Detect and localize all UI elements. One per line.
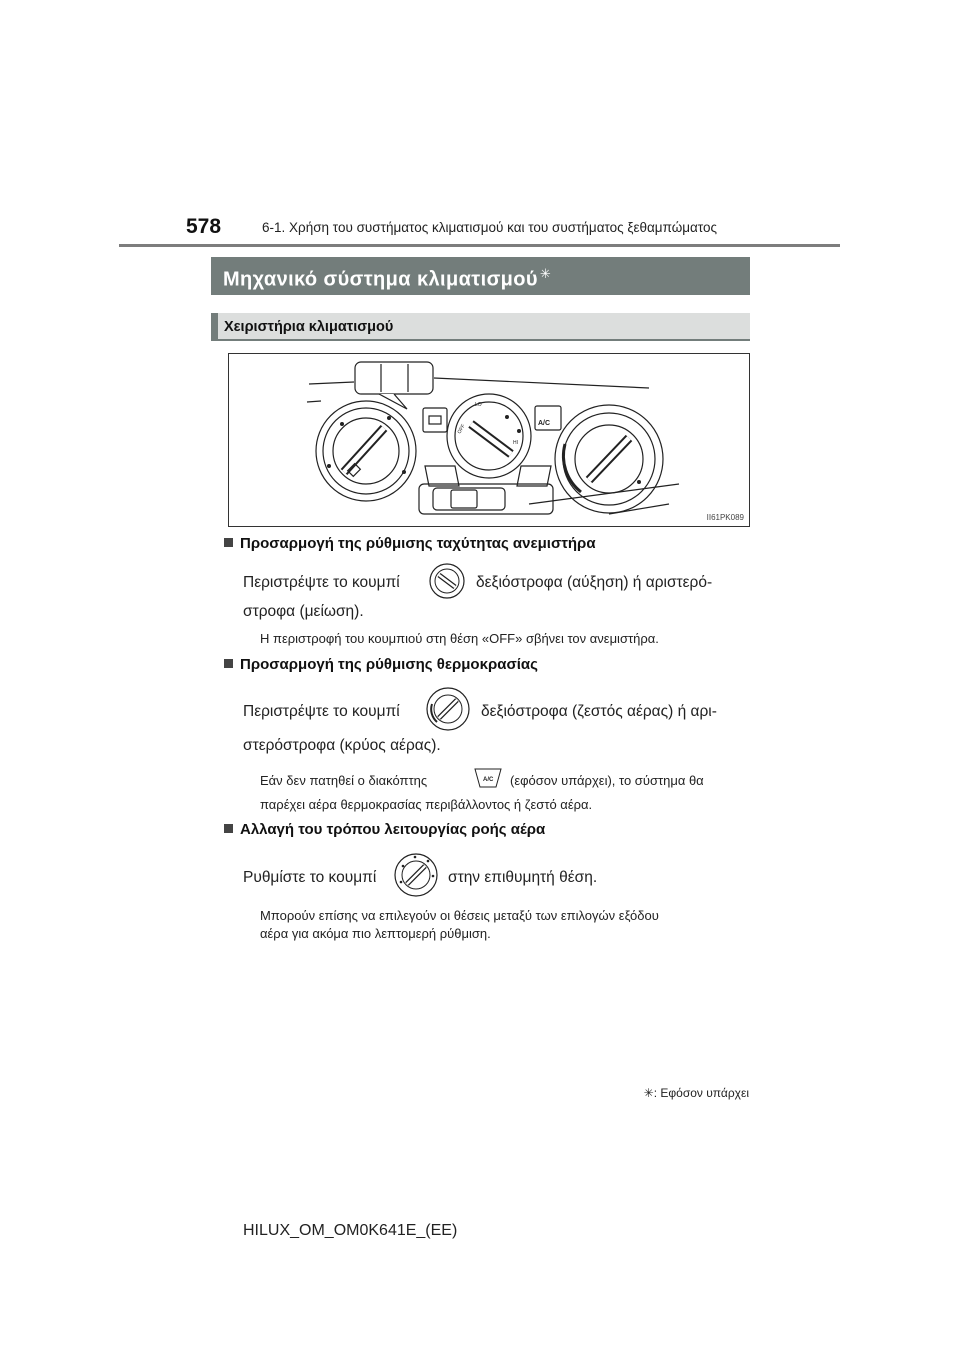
- fan-speed-heading: Προσαρμογή της ρύθμισης ταχύτητας ανεμιστήρα: [224, 535, 596, 552]
- section-title-bar: [211, 257, 750, 295]
- temperature-note-b: (εφόσον υπάρχει), το σύστημα θα: [510, 773, 704, 788]
- airflow-heading: Αλλαγή του τρόπου λειτουργίας ροής αέρα: [224, 821, 545, 838]
- document-id: HILUX_OM_OM0K641E_(EE): [243, 1222, 458, 1239]
- square-bullet-icon: [224, 824, 233, 833]
- climate-panel-illustration: [229, 354, 750, 527]
- square-bullet-icon: [224, 659, 233, 668]
- figure-ac-label: A/C: [538, 420, 551, 427]
- svg-text:A/C: A/C: [483, 777, 494, 783]
- temperature-text-line1a: Περιστρέψτε το κουμπί: [243, 703, 400, 720]
- figure-off-label: OFF: [456, 423, 467, 435]
- fan-text-line2: στροφα (μείωση).: [243, 603, 364, 620]
- airflow-note-b: αέρα για ακόμα πιο λεπτομερή ρύθμιση.: [260, 926, 491, 941]
- airflow-text-b: στην επιθυμητή θέση.: [448, 869, 598, 886]
- asterisk-icon: ✳: [539, 266, 552, 281]
- airflow-text-a: Ρυθμίστε το κουμπί: [243, 869, 377, 886]
- temperature-note-a: Εάν δεν πατηθεί ο διακόπτης: [260, 773, 428, 788]
- footnote: ✳: Εφόσον υπάρχει: [643, 1086, 749, 1100]
- temperature-text-line2: στερόστροφα (κρύος αέρας).: [243, 737, 441, 754]
- figure-code: II61PK089: [706, 513, 744, 522]
- page-number: 578: [186, 215, 222, 238]
- figure-hi-label: HI: [513, 440, 518, 446]
- subsection-title: Χειριστήρια κλιματισμού: [211, 313, 750, 341]
- airflow-knob-icon: [393, 852, 439, 898]
- fan-knob-icon: [428, 562, 466, 600]
- figure-lo-label: LO: [475, 402, 482, 408]
- temperature-note-c: παρέχει αέρα θερμοκρασίας περιβάλλοντος ή ζεστό αέρα.: [260, 797, 593, 812]
- fan-text-line1b: δεξιόστροφα (αύξηση) ή αριστερό-: [476, 574, 713, 591]
- asterisk-icon: ✳: [643, 1086, 654, 1100]
- fan-text-line1a: Περιστρέψτε το κουμπί: [243, 574, 400, 591]
- header-rule: [119, 244, 840, 247]
- temperature-knob-icon: [425, 686, 471, 732]
- ac-switch-icon: [474, 767, 502, 789]
- temperature-text-line1b: δεξιόστροφα (ζεστός αέρας) ή αρι-: [481, 703, 717, 720]
- temperature-heading: Προσαρμογή της ρύθμισης θερμοκρασίας: [224, 656, 538, 673]
- square-bullet-icon: [224, 538, 233, 547]
- chapter-title: 6-1. Χρήση του συστήματος κλιματισμού και του συστήματος ξεθαμπώματος: [262, 220, 717, 235]
- fan-note: Η περιστροφή του κουμπιού στη θέση «OFF» σβήνει τον ανεμιστήρα.: [260, 631, 659, 646]
- airflow-note-a: Μπορούν επίσης να επιλεγούν οι θέσεις μεταξύ των επιλογών εξόδου: [260, 908, 659, 923]
- climate-panel-figure: [228, 353, 750, 527]
- section-title: Μηχανικό σύστημα κλιματισμού: [223, 268, 538, 291]
